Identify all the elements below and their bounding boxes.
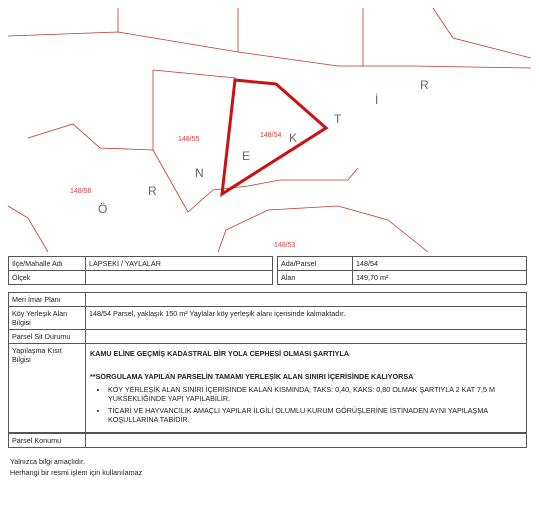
boundary-line bbox=[8, 206, 48, 252]
zoning-plan-value bbox=[86, 293, 527, 307]
boundary-label: Parsel Sit Durumu bbox=[9, 330, 86, 344]
road-letter: N bbox=[195, 166, 204, 180]
village-value: 148/54 Parsel, yaklaşık 150 m² Yaylalar köy yerleşik alanı içerisinde kalmaktadır. bbox=[86, 307, 527, 330]
location-label: Parsel Konumu bbox=[9, 434, 86, 448]
parcel-label: Ada/Parsel bbox=[278, 257, 353, 271]
info-table-left bbox=[8, 256, 273, 285]
boundary-line bbox=[28, 124, 153, 150]
constraint-value bbox=[86, 344, 527, 433]
parcel-map-svg bbox=[8, 8, 531, 252]
location-value bbox=[86, 434, 527, 448]
footer-line-1: Yalnızca bilgi amaçlıdır. bbox=[10, 457, 85, 466]
road-letter: R bbox=[148, 184, 157, 198]
info-table-right bbox=[277, 256, 527, 285]
parcel-label-148-53: 148/53 bbox=[274, 242, 296, 249]
footer-note bbox=[10, 456, 142, 478]
parcel-value: 148/54 bbox=[353, 257, 527, 271]
scale-value bbox=[86, 271, 273, 285]
zoning-plan-label: Meri İmar Planı bbox=[9, 293, 86, 307]
constraint-line-2: **SORGULAMA YAPILAN PARSELİN TAMAMI YERLEŞİK ALAN SINIRI İÇERİSİNDE KALIYORSA bbox=[90, 372, 414, 381]
road-letter: T bbox=[334, 112, 342, 126]
boundary-line-148-53 bbox=[218, 206, 428, 252]
constraint-bullet-list bbox=[90, 385, 522, 424]
boundary-line bbox=[153, 70, 236, 78]
district-value: LAPSEKİ / YAYLALAR bbox=[86, 257, 273, 271]
constraint-line-1: KAMU ELİNE GEÇMİŞ KADASTRAL BİR YOLA CEPHESİ OLMASI ŞARTIYLA bbox=[90, 349, 350, 358]
road-name-label bbox=[98, 78, 429, 216]
boundary-value bbox=[86, 330, 527, 344]
scale-label: Ölçek bbox=[9, 271, 86, 285]
parcel-label-148-56: 148/56 bbox=[70, 188, 92, 195]
district-label: İlçe/Mahalle Adı bbox=[9, 257, 86, 271]
boundary-line bbox=[433, 8, 531, 58]
constraint-bullet: • KÖY YERLEŞİK ALAN SINIRI İÇERİSİNDE KALAN KISMINDA; TAKS: 0,40, KAKS: 0,80 OLMAK ŞARTIYLA 2 KAT 7,5 M YÜKSEKLİĞİNDE YAPI YAPILABİLİR. bbox=[108, 385, 522, 403]
constraint-label: Yapılaşma Kısıt Bilgisi bbox=[9, 344, 86, 433]
parcel-label-148-54: 148/54 bbox=[260, 132, 282, 139]
road-letter: Ö bbox=[98, 202, 108, 216]
area-value: 149,70 m² bbox=[353, 271, 527, 285]
area-label: Alan bbox=[278, 271, 353, 285]
constraint-bullet: • TİCARİ VE HAYVANCILIK AMAÇLI YAPILAR İLGİLİ OLUMLU KURUM GÖRÜŞLERİNE İSTİNADEN AYNI YAPILAŞMA KOŞULLARINA TABİDİR. bbox=[108, 406, 522, 424]
road-letter: İ bbox=[375, 93, 379, 107]
location-table bbox=[8, 433, 527, 448]
road-letter: R bbox=[420, 78, 429, 92]
footer-line-2: Herhangi bir resmi işlem için kullanılamaz bbox=[10, 468, 143, 477]
details-table bbox=[8, 292, 527, 433]
parcel-map[interactable] bbox=[8, 8, 531, 252]
village-label: Köy Yerleşik Alan Bilgisi bbox=[9, 307, 86, 330]
road-letter: K bbox=[289, 131, 298, 145]
road-letter: E bbox=[242, 149, 251, 163]
parcel-label-148-55: 148/55 bbox=[178, 136, 200, 143]
